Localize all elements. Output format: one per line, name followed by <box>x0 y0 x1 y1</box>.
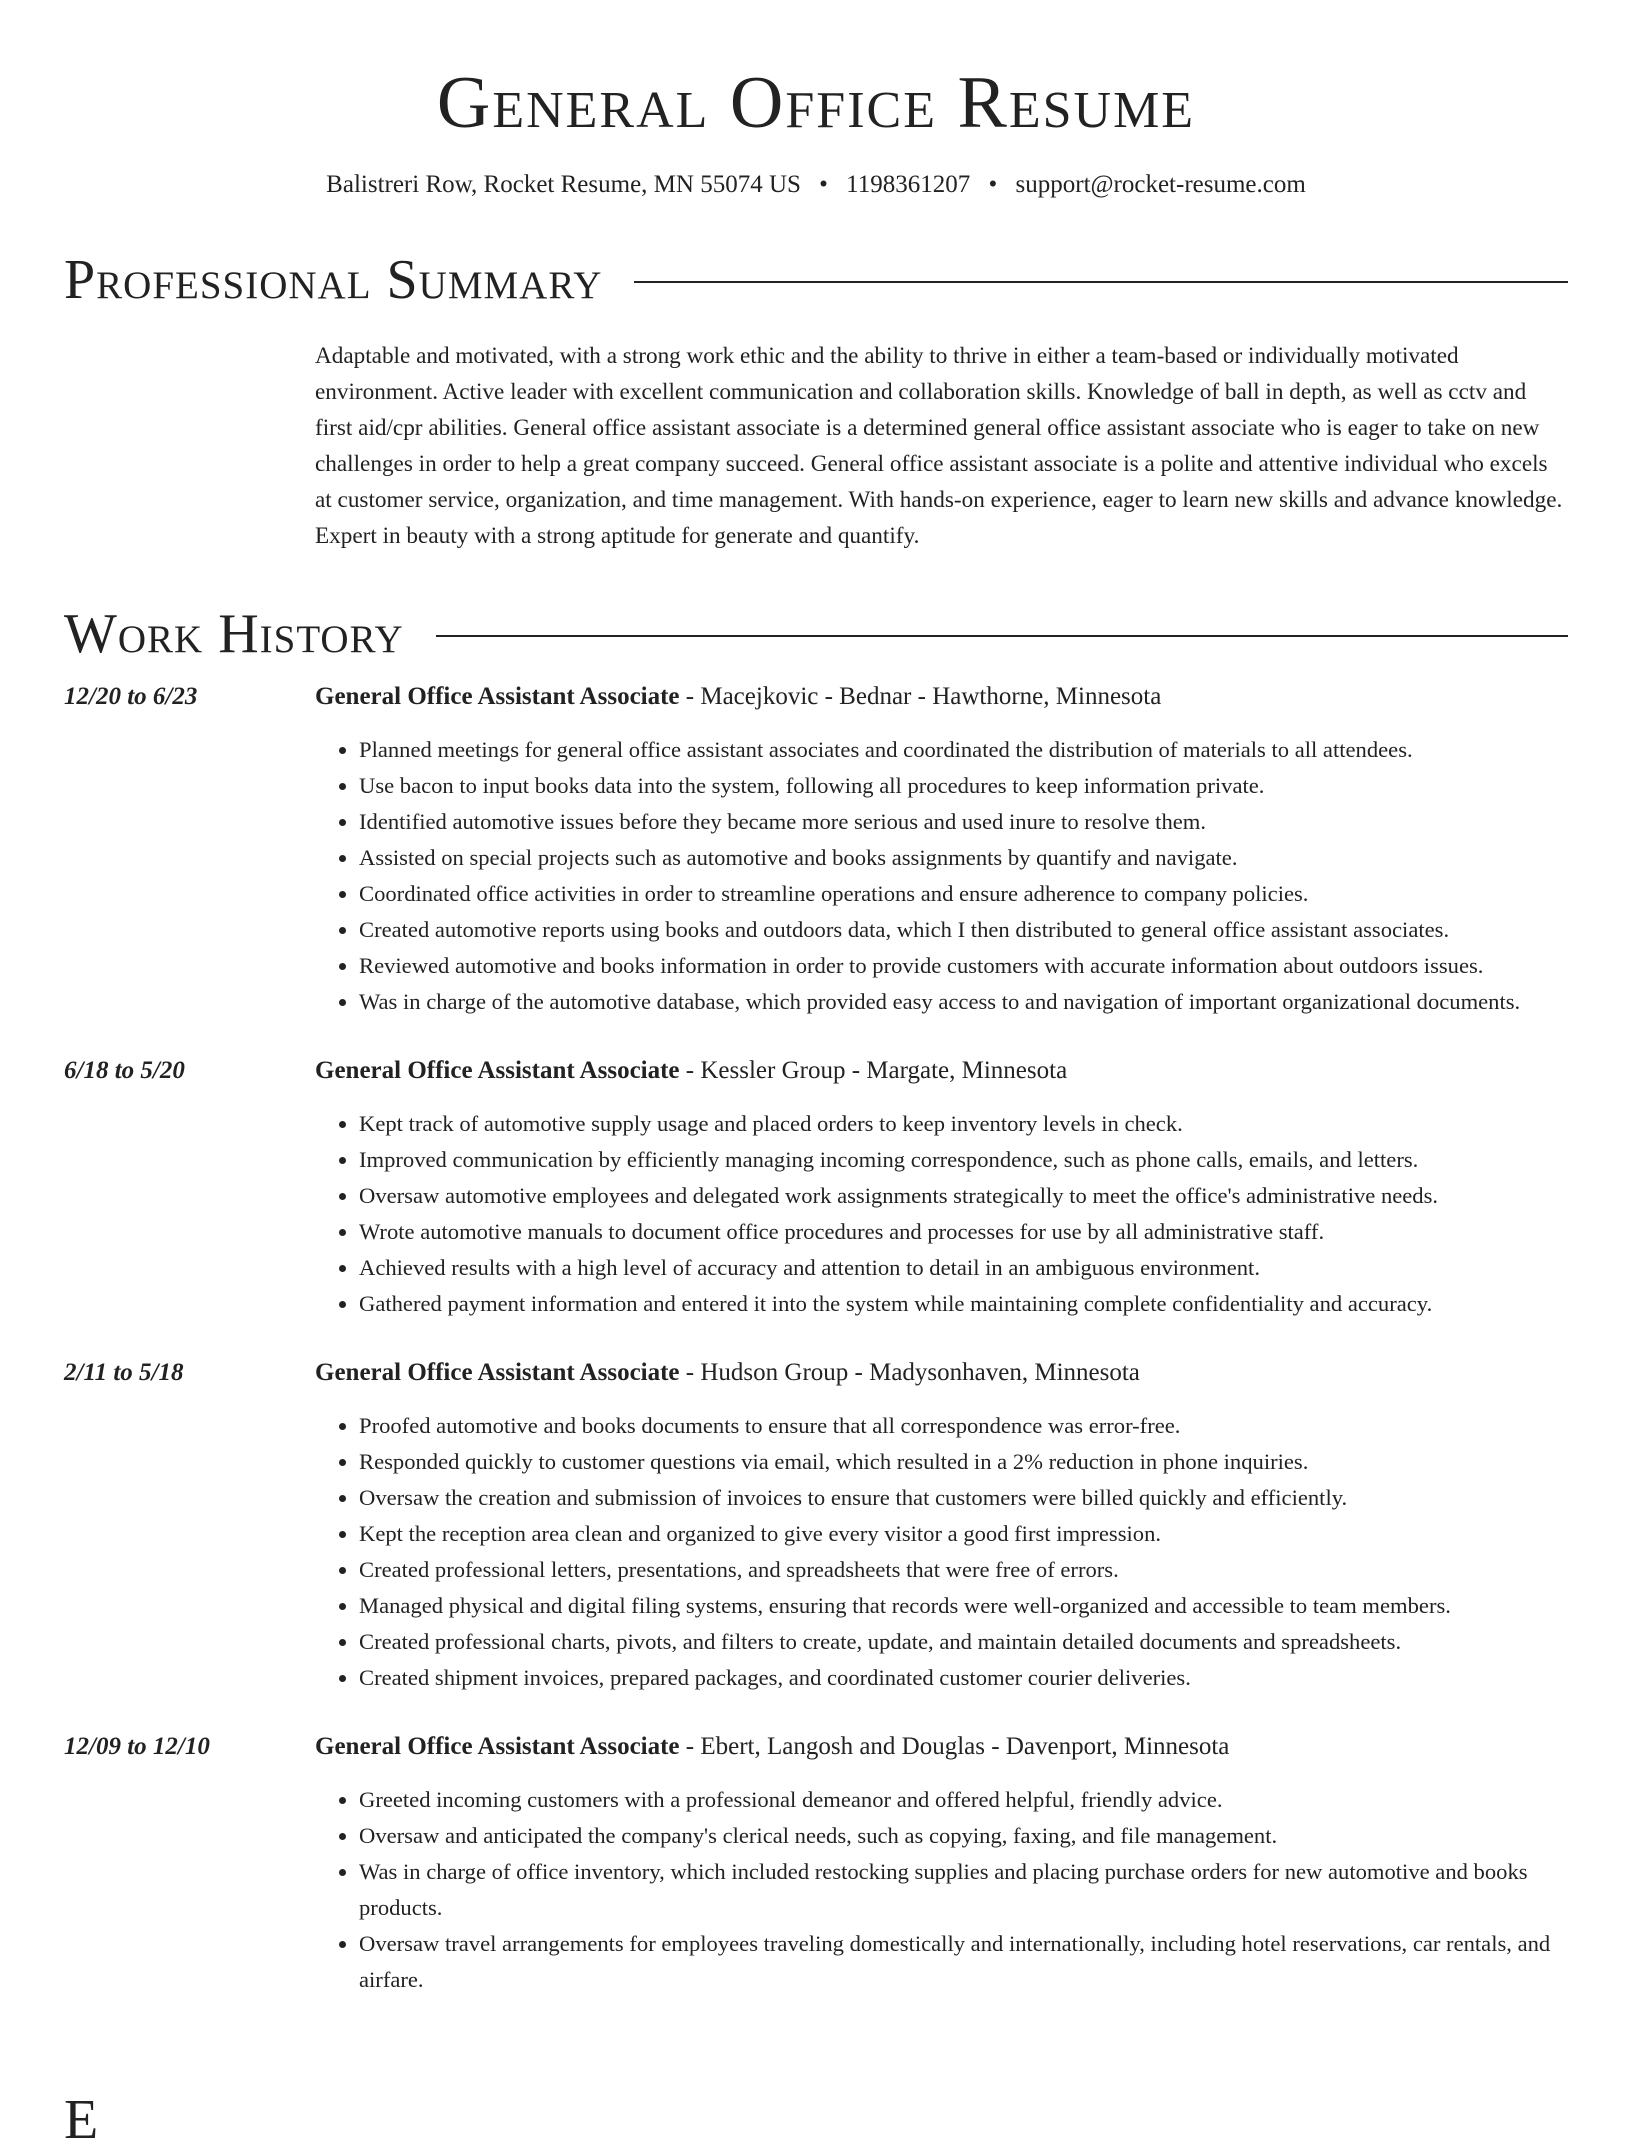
section-divider <box>634 281 1568 283</box>
contact-line <box>64 170 1568 200</box>
job-bullet: • Kept the reception area clean and organized to give every visitor a good first impression. <box>359 1516 1568 1552</box>
job-bullet: • Managed physical and digital filing systems, ensuring that records were well-organized and accessible to team members. <box>359 1588 1568 1624</box>
job-bullet: • Gathered payment information and entered it into the system while maintaining complete confidentiality and accuracy. <box>359 1286 1568 1322</box>
job-bullet: • Oversaw the creation and submission of invoices to ensure that customers were billed quickly and efficiently. <box>359 1480 1568 1516</box>
job-employer-location: - Macejkovic - Bednar - Hawthorne, Minnesota <box>679 683 1162 710</box>
job-employer-location: - Ebert, Langosh and Douglas - Davenport, Minnesota <box>679 1733 1230 1760</box>
job-bullet: • Proofed automotive and books documents to ensure that all correspondence was error-free. <box>359 1408 1568 1444</box>
job-bullet: • Created automotive reports using books and outdoors data, which I then distributed to general office assistant associates. <box>359 912 1568 948</box>
job-header <box>315 1054 1568 1088</box>
job-body <box>315 1054 1568 1322</box>
summary-text: Adaptable and motivated, with a strong work ethic and the ability to thrive in either a team-based or individually motivated environment. Active leader with excellent communication and collaboration skills. Knowledge of ball in depth, as well as cctv and first aid/cpr abilities. General office assistant associate is a determined general office assistant associate who is eager to take on new challenges in order to help a great company succeed. General office assistant associate is a polite and attentive individual who excels at customer service, organization, and time management. With hands-on experience, eager to learn new skills and advance knowledge. Expert in beauty with a strong aptitude for generate and quantify. <box>315 343 1563 549</box>
job-body <box>315 680 1568 1020</box>
job-dates: 2/11 to 5/18 <box>64 1359 184 1386</box>
job-employer-location: - Hudson Group - Madysonhaven, Minnesota <box>679 1359 1140 1386</box>
work-heading: Work History <box>64 603 404 665</box>
resume-page <box>64 0 1568 1998</box>
job-bullet: • Responded quickly to customer questions via email, which resulted in a 2% reduction in phone inquiries. <box>359 1444 1568 1480</box>
job-bullet: • Greeted incoming customers with a professional demeanor and offered helpful, friendly advice. <box>359 1782 1568 1818</box>
job-bullet: • Planned meetings for general office assistant associates and coordinated the distribution of materials to all attendees. <box>359 732 1568 768</box>
job-bullet: • Identified automotive issues before they became more serious and used inure to resolve them. <box>359 804 1568 840</box>
work-section-header <box>64 602 1568 666</box>
job-bullet-list <box>315 732 1568 1020</box>
job-bullet: • Created shipment invoices, prepared packages, and coordinated customer courier deliveries. <box>359 1660 1568 1696</box>
job-header <box>315 1356 1568 1390</box>
job-dates: 12/20 to 6/23 <box>64 683 198 710</box>
job-title: General Office Assistant Associate <box>315 683 680 710</box>
job-body <box>315 1730 1568 1998</box>
job-bullet: • Improved communication by efficiently managing incoming correspondence, such as phone calls, emails, and letters. <box>359 1142 1568 1178</box>
job-title: General Office Assistant Associate <box>315 1733 680 1760</box>
job-bullet: • Oversaw and anticipated the company's clerical needs, such as copying, faxing, and file management. <box>359 1818 1568 1854</box>
job-bullet: • Achieved results with a high level of accuracy and attention to detail in an ambiguous environment. <box>359 1250 1568 1286</box>
job-header <box>315 1730 1568 1764</box>
job-dates: 12/09 to 12/10 <box>64 1733 210 1760</box>
job-dates: 6/18 to 5/20 <box>64 1057 185 1084</box>
work-history-list <box>64 680 1568 1998</box>
job-bullet: • Oversaw travel arrangements for employees traveling domestically and internationally, including hotel reservations, car rentals, and airfare. <box>359 1926 1568 1998</box>
job-bullet: • Use bacon to input books data into the system, following all procedures to keep information private. <box>359 768 1568 804</box>
job-bullet: • Was in charge of the automotive database, which provided easy access to and navigation of important organizational documents. <box>359 984 1568 1020</box>
job-bullet: • Was in charge of office inventory, which included restocking supplies and placing purchase orders for new automotive and books products. <box>359 1854 1568 1926</box>
summary-heading: Professional Summary <box>64 249 603 311</box>
job-bullet: • Oversaw automotive employees and delegated work assignments strategically to meet the office's administrative needs. <box>359 1178 1568 1214</box>
job-bullet-list <box>315 1106 1568 1322</box>
job-header <box>315 680 1568 714</box>
job-bullet: • Wrote automotive manuals to document office procedures and processes for use by all administrative staff. <box>359 1214 1568 1250</box>
next-section-heading-partial: E <box>64 2089 100 2151</box>
resume-title: General Office Resume <box>436 62 1196 144</box>
contact-phone: 1198361207 <box>846 171 971 198</box>
job-bullet-list <box>315 1408 1568 1696</box>
job-bullet: • Coordinated office activities in order to streamline operations and ensure adherence to company policies. <box>359 876 1568 912</box>
job-entry <box>64 1356 1568 1696</box>
summary-section-header <box>64 248 1568 312</box>
job-entry <box>64 680 1568 1020</box>
job-entry <box>64 1730 1568 1998</box>
job-bullet: • Reviewed automotive and books information in order to provide customers with accurate information about outdoors issues. <box>359 948 1568 984</box>
contact-separator: • <box>988 171 998 198</box>
job-title: General Office Assistant Associate <box>315 1359 680 1386</box>
job-bullet-list <box>315 1782 1568 1998</box>
job-bullet: • Created professional charts, pivots, and filters to create, update, and maintain detailed documents and spreadsheets. <box>359 1624 1568 1660</box>
contact-separator: • <box>819 171 828 198</box>
job-bullet: • Assisted on special projects such as automotive and books assignments by quantify and navigate. <box>359 840 1568 876</box>
contact-address: Balistreri Row, Rocket Resume, MN 55074 US <box>326 171 801 198</box>
job-bullet: • Kept track of automotive supply usage and placed orders to keep inventory levels in check. <box>359 1106 1568 1142</box>
section-divider <box>436 635 1568 637</box>
job-title: General Office Assistant Associate <box>315 1057 680 1084</box>
contact-email: support@rocket-resume.com <box>1015 171 1306 198</box>
job-employer-location: - Kessler Group - Margate, Minnesota <box>679 1057 1068 1084</box>
job-entry <box>64 1054 1568 1322</box>
job-body <box>315 1356 1568 1696</box>
job-bullet: • Created professional letters, presentations, and spreadsheets that were free of errors. <box>359 1552 1568 1588</box>
